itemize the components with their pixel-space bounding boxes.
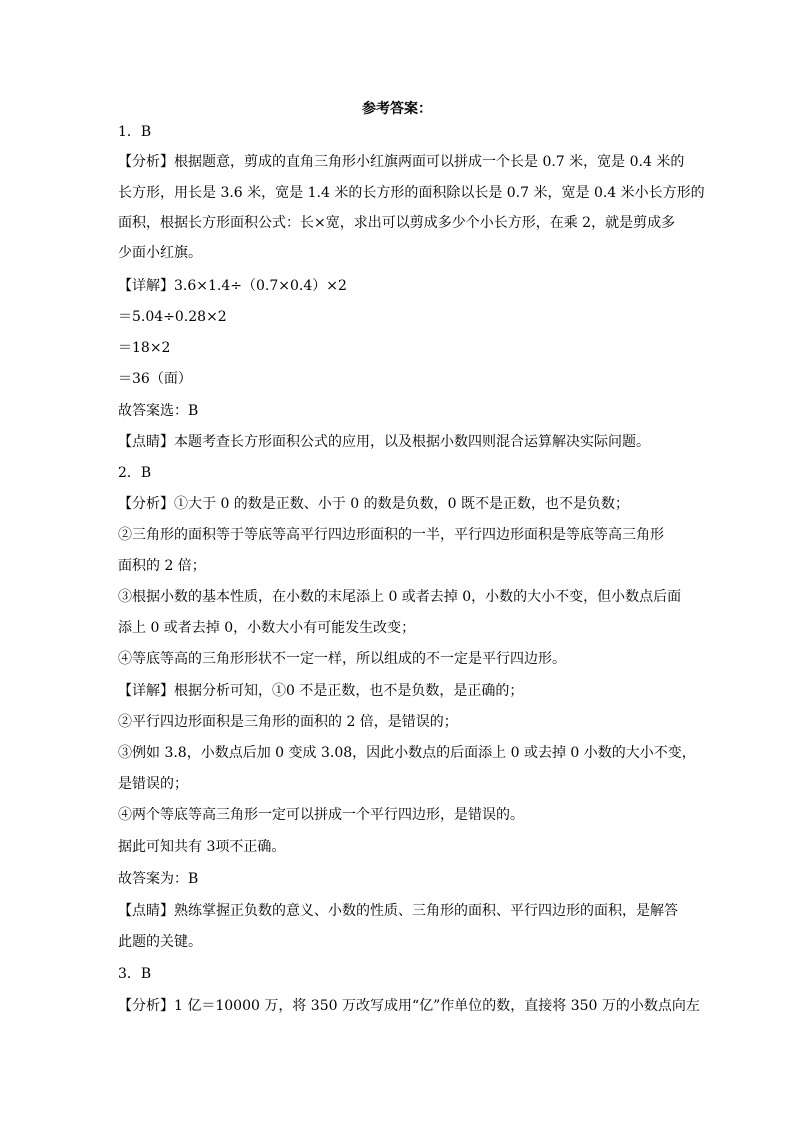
detail-line: ④两个等底等高三角形一定可以拼成一个平行四边形，是错误的。 <box>118 807 524 823</box>
analysis-line: 少面小红旗。 <box>118 245 202 261</box>
comment-line: 此题的关键。 <box>118 934 202 950</box>
answer-line: 故答案选：B <box>118 403 199 419</box>
analysis-line: 【分析】①大于 0 的数是正数、小于 0 的数是负数，0 既不是正数，也不是负数； <box>118 496 629 512</box>
detail-line: ＝18×2 <box>118 340 171 356</box>
analysis-line: 面积，根据长方形面积公式：长×宽，求出可以剪成多少个小长方形，在乘 2，就是剪成多 <box>118 215 676 231</box>
analysis-line: 长方形，用长是 3.6 米，宽是 1.4 米的长方形的面积除以长是 0.7 米，宽是 0.4 米小长方形的 <box>118 185 705 201</box>
detail-line: ③例如 3.8，小数点后加 0 变成 3.08，因此小数点的后面添上 0 或去掉 0 小数的大小不变， <box>118 745 696 761</box>
answer-number: 2．B <box>118 465 152 481</box>
answer-number: 1．B <box>118 124 152 140</box>
analysis-line: 【分析】1 亿＝10000 万，将 350 万改写成用“亿”作单位的数，直接将 350 万的小数点向左 <box>118 998 700 1014</box>
comment-line: 【点睛】熟练掌握正负数的意义、小数的性质、三角形的面积、平行四边形的面积，是解答 <box>118 903 678 919</box>
analysis-line: ②三角形的面积等于等底等高平行四边形面积的一半，平行四边形面积是等底等高三角形 <box>118 527 664 543</box>
analysis-line: ④等底等高的三角形形状不一定一样，所以组成的不一定是平行四边形。 <box>118 651 566 667</box>
detail-line: ②平行四边形面积是三角形的面积的 2 倍，是错误的； <box>118 714 458 730</box>
detail-line: 【详解】根据分析可知，①0 不是正数，也不是负数，是正确的； <box>118 683 524 699</box>
analysis-line: 添上 0 或者去掉 0，小数大小有可能发生改变； <box>118 620 416 636</box>
page-title: 参考答案： <box>362 101 432 117</box>
analysis-line: 【分析】根据题意，剪成的直角三角形小红旗两面可以拼成一个长是 0.7 米，宽是 0.4 米的 <box>118 154 685 170</box>
detail-line: 是错误的； <box>118 776 188 792</box>
detail-line: 据此可知共有 3项不正确。 <box>118 839 286 855</box>
analysis-line: 面积的 2 倍； <box>118 558 206 574</box>
detail-line: ＝36（面） <box>118 371 192 387</box>
analysis-line: ③根据小数的基本性质，在小数的末尾添上 0 或者去掉 0，小数的大小不变，但小数点后面 <box>118 589 682 605</box>
detail-line: 【详解】3.6×1.4÷（0.7×0.4）×2 <box>118 278 347 294</box>
comment-line: 【点睛】本题考查长方形面积公式的应用，以及根据小数四则混合运算解决实际问题。 <box>118 434 650 450</box>
answer-number: 3．B <box>118 966 152 982</box>
answer-line: 故答案为：B <box>118 871 199 887</box>
detail-line: ＝5.04÷0.28×2 <box>118 309 227 325</box>
